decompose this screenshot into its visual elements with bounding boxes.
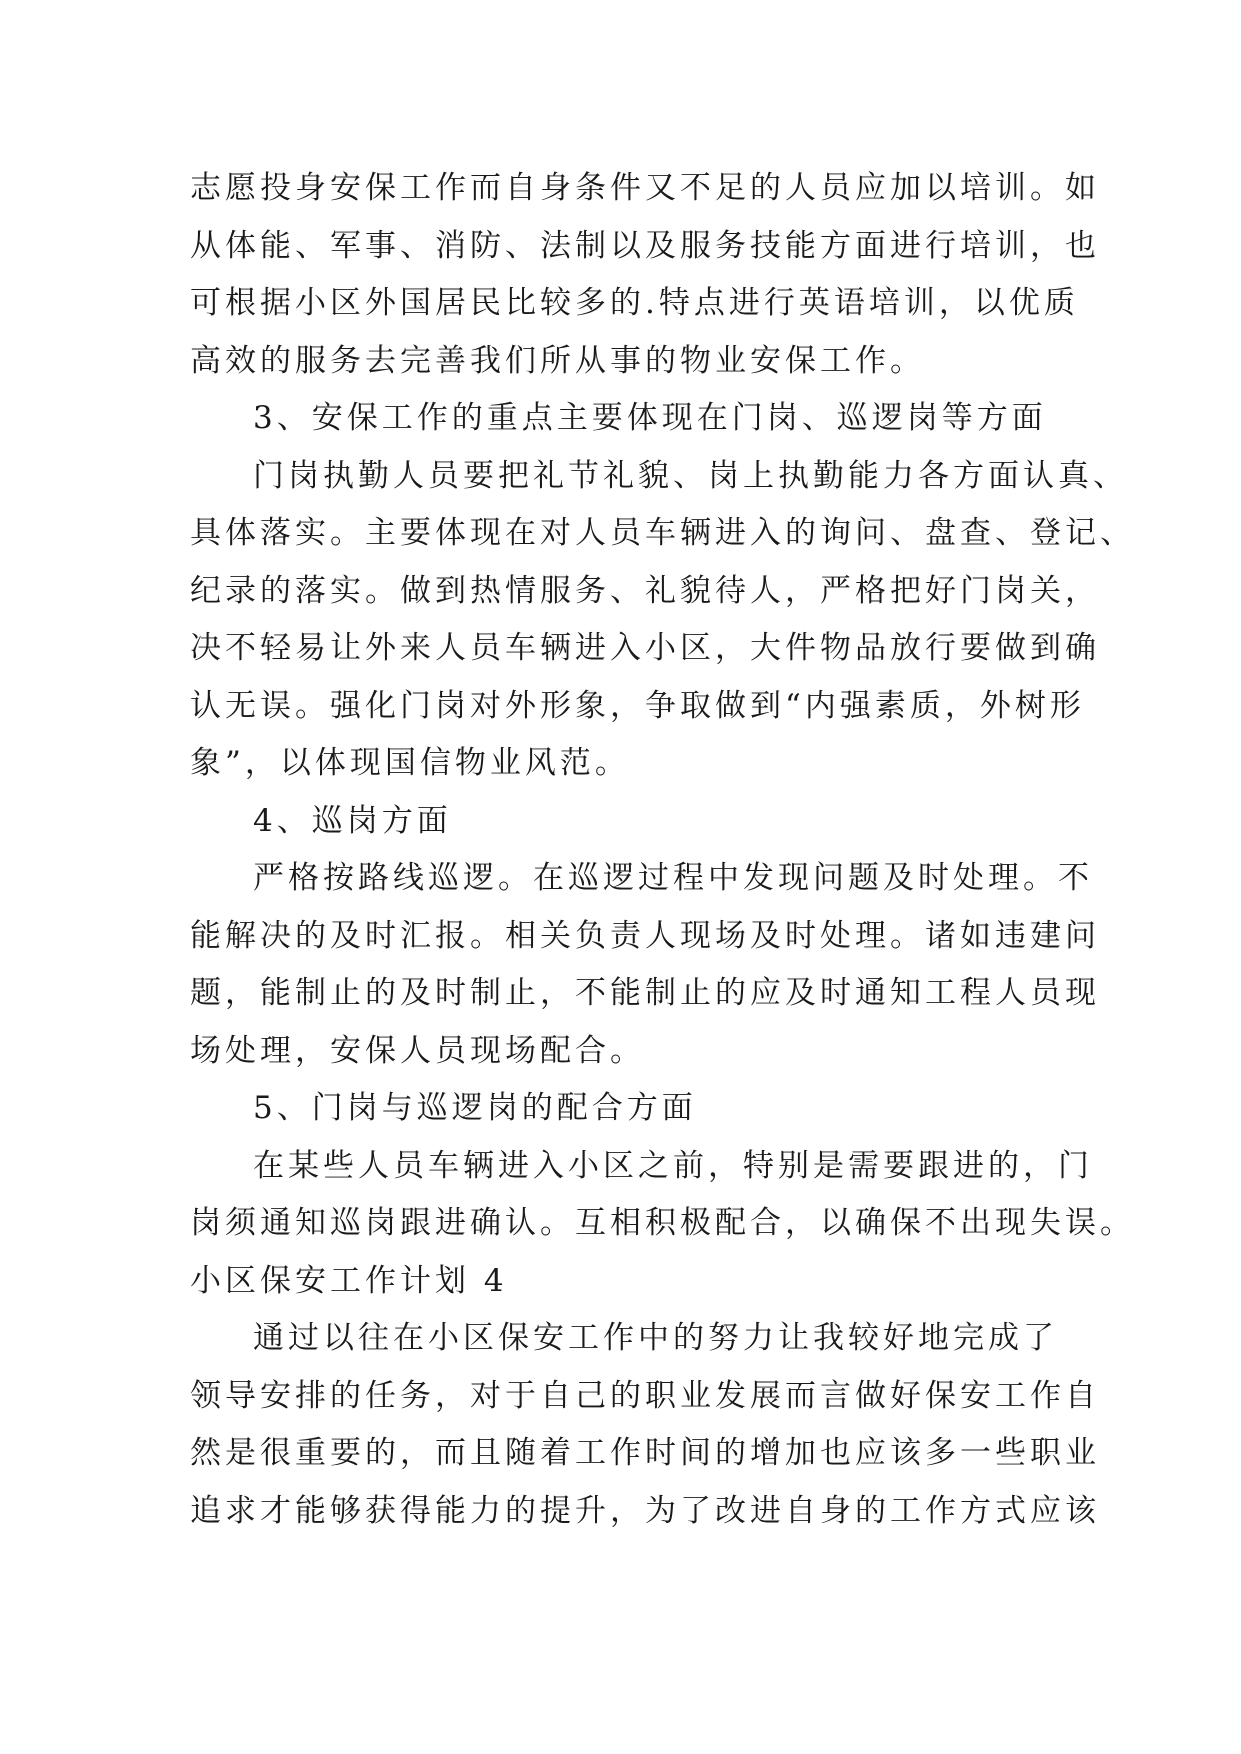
text-line: 严格按路线巡逻。在巡逻过程中发现问题及时处理。不 (253, 860, 1093, 896)
section-heading-3: 3、安保工作的重点主要体现在门岗、巡逻岗等方面 (253, 400, 1047, 436)
document-body (190, 160, 1135, 1540)
text-line: 然是很重要的，而且随着工作时间的增加也应该多一些职业 (190, 1435, 1100, 1471)
text-line: 象”，以体现国信物业风范。 (190, 745, 630, 781)
text-line: 能解决的及时汇报。相关负责人现场及时处理。诸如违建问 (190, 917, 1100, 954)
text-line: 志愿投身安保工作而自身条件又不足的人员应加以培训。如 (190, 170, 1100, 206)
text-line: 追求才能够获得能力的提升，为了改进自身的工作方式应该 (190, 1492, 1100, 1529)
document-subtitle: 小区保安工作计划 4 (190, 1262, 508, 1299)
text-line: 场处理，安保人员现场配合。 (190, 1032, 645, 1069)
text-line: 岗须通知巡岗跟进确认。互相积极配合，以确保不出现失误。 (190, 1205, 1135, 1241)
text-line: 决不轻易让外来人员车辆进入小区，大件物品放行要做到确 (190, 630, 1100, 666)
section-heading-5: 5、门岗与巡逻岗的配合方面 (253, 1090, 697, 1126)
text-line: 认无误。强化门岗对外形象，争取做到“内强素质，外树形 (190, 687, 1085, 724)
text-line: 从体能、军事、消防、法制以及服务技能方面进行培训，也 (190, 227, 1100, 264)
text-line: 在某些人员车辆进入小区之前，特别是需要跟进的，门 (253, 1147, 1093, 1184)
text-line: 可根据小区外国居民比较多的.特点进行英语培训，以优质 (190, 285, 1079, 321)
text-line: 门岗执勤人员要把礼节礼貌、岗上执勤能力各方面认真、 (253, 457, 1128, 494)
text-line: 领导安排的任务，对于自己的职业发展而言做好保安工作自 (190, 1377, 1100, 1414)
text-line: 具体落实。主要体现在对人员车辆进入的询问、盘查、登记、 (190, 515, 1135, 551)
text-line: 题，能制止的及时制止，不能制止的应及时通知工程人员现 (190, 975, 1100, 1011)
text-line: 高效的服务去完善我们所从事的物业安保工作。 (190, 342, 925, 379)
text-line: 通过以往在小区保安工作中的努力让我较好地完成了 (253, 1320, 1058, 1356)
text-line: 纪录的落实。做到热情服务、礼貌待人，严格把好门岗关， (190, 572, 1100, 609)
section-heading-4: 4、巡岗方面 (253, 802, 452, 839)
